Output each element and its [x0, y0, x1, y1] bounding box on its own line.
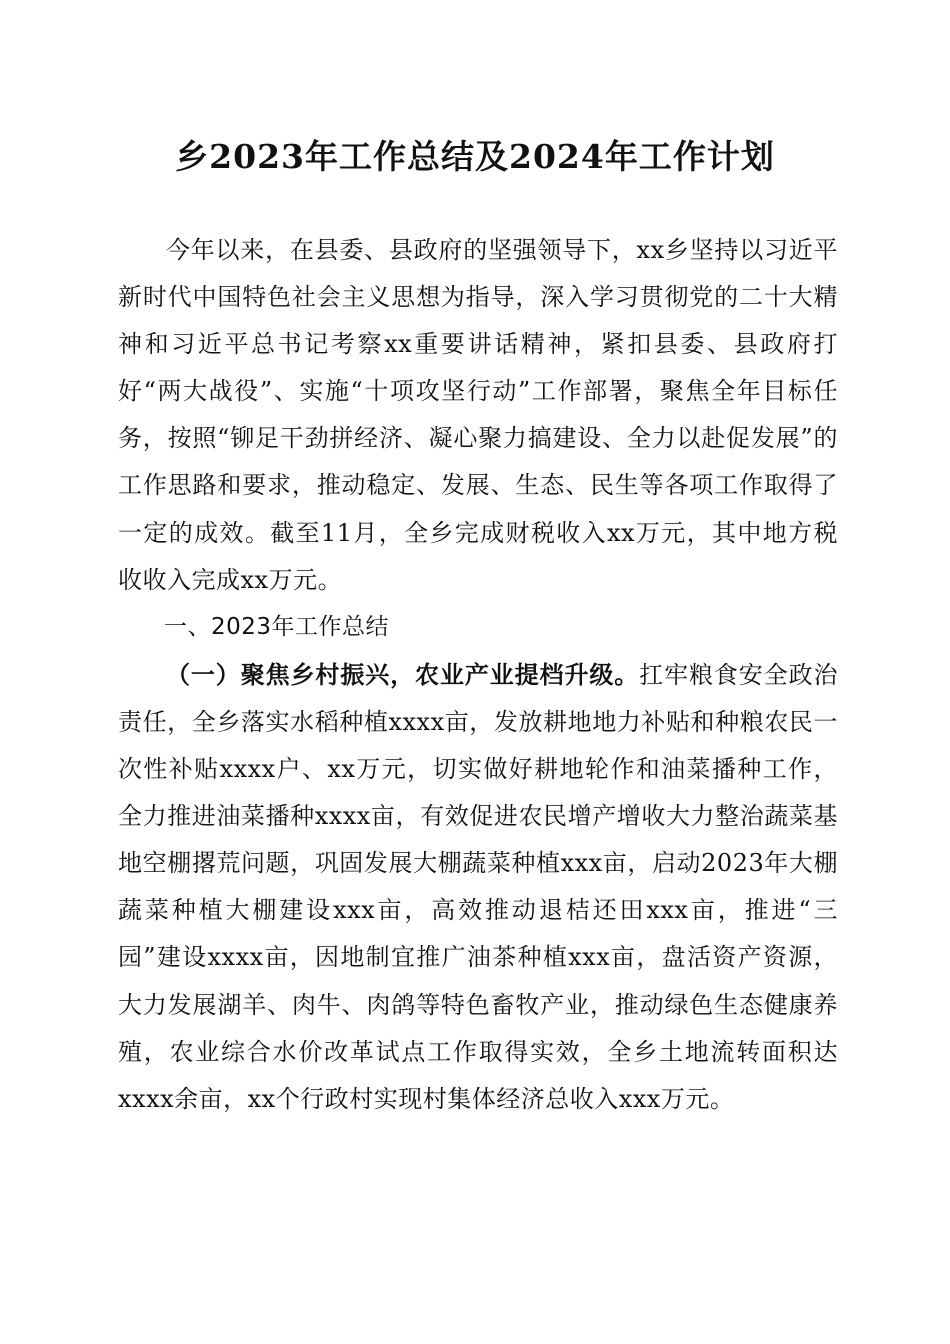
subsection-lead: （一）聚焦乡村振兴，农业产业提档升级。: [166, 659, 640, 689]
section-heading-2023-summary: 一、2023年工作总结: [164, 613, 390, 640]
subsection-text: 扛牢粮食安全政治责任，全乡落实水稻种植xxxx亩，发放耕地地力补贴和种粮农民一次性补贴xxxx户、xx万元，切实做好耕地轮作和油菜播种工作，全力推进油菜播种xxxx亩，有效促进农民增产增收大力整治蔬菜基地空棚撂荒问题，巩固发展大棚蔬菜种植xxx亩，启动2023年大棚蔬菜种植大棚建设xxx亩，高效推动退桔还田xxx亩，推进“三园”建设xxxx亩，因地制宜推广油茶种植xxx亩，盘活资产资源，大力发展湖羊、肉牛、肉鸽等特色畜牧产业，推动绿色生态健康养殖，农业综合水价改革试点工作取得实效，全乡土地流转面积达xxxx余亩，xx个行政村实现村集体经济总收入xxx万元。: [118, 660, 838, 1113]
document-title: 乡2023年工作总结及2024年工作计划: [175, 137, 775, 176]
document-body: [118, 227, 838, 1123]
subsection-paragraph-rural-revitalization: [118, 651, 838, 1123]
intro-paragraph: 今年以来，在县委、县政府的坚强领导下，xx乡坚持以习近平新时代中国特色社会主义思想为指导，深入学习贯彻党的二十大精神和习近平总书记考察xx重要讲话精神，紧扣县委、县政府打好“两大战役”、实施“十项攻坚行动”工作部署，聚焦全年目标任务，按照“铆足干劲拼经济、凝心聚力搞建设、全力以赴促发展”的工作思路和要求，推动稳定、发展、生态、民生等各项工作取得了一定的成效。截至11月，全乡完成财税收入xx万元，其中地方税收收入完成xx万元。: [118, 236, 838, 594]
